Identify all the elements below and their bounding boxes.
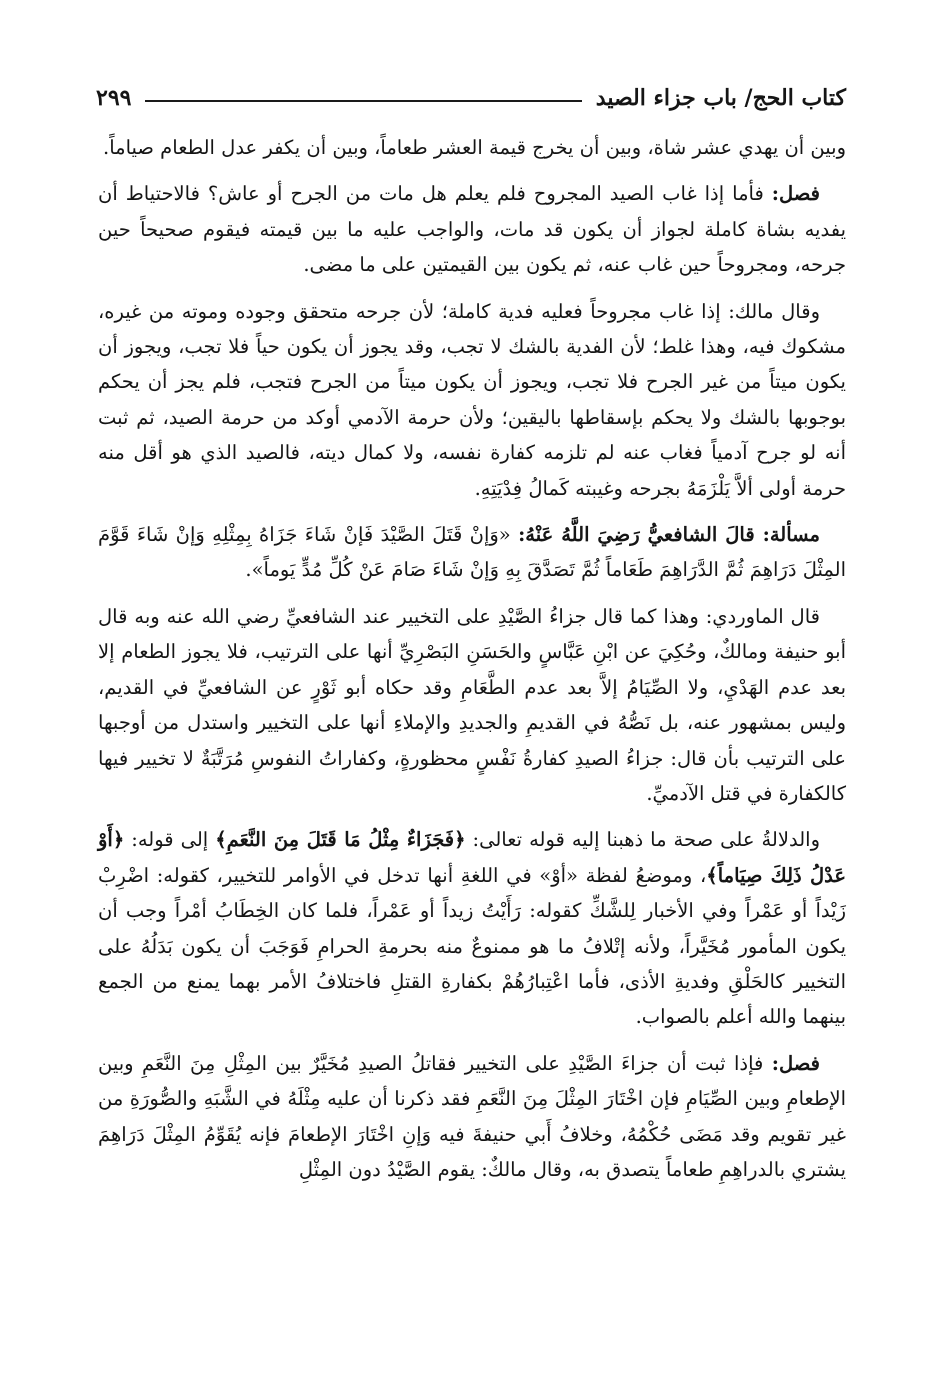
paragraph-1: [98, 130, 846, 165]
paragraph-7-text: فإذا ثبت أن جزاءَ الصَّيْدِ على التخيير فقاتلُ الصيدِ مُخَيَّرٌ بين المِثْلِ مِنَ النَّعَمِ وبين الإطعامِ وبين الصِّيَامِ فإن اخْتَارَ المِثْلَ مِنَ النَّعَمِ فقد ذكرنا أن عليه مِثْلَهُ في الشَّبَهِ والصُّورَةِ من غير تقويم وقد مَضَى حُكْمُهُ، وخلافُ أَبي حنيفةَ فيه وَإنِ اخْتَارَ الإطعامَ فإنه يُقَوِّمُ المِثْلَ دَرَاهِمَ يشتري بالدراهِمِ طعاماً يتصدق به، وقال مالكٌ: يقوم الصَّيْدُ دون المِثْلِ: [98, 1051, 846, 1181]
paragraph-2-lead: فصل:: [771, 182, 820, 206]
paragraph-6-text-c: ، وموضعُ لفظة «أوْ» في اللغةِ أنها تدخل في الأوامر للتخيير، كقوله: اضْرِبْ زَيْداً أو عَمْراً وفي الأخبار لِلشَّكِّ كقوله: رَأَيْتُ زيداً أو عَمْراً، فلما كان الخِطَابُ أمْراً وجب أن يكون المأمور مُخَيَّراً، ولأنه إتْلافُ ما هو ممنوعٌ منه بحرمةِ الحرامِ فَوَجَبَ أن يكون بَدَلُهُ على التخيير كالحَلْقِ وفديةِ الأذى، فأما اعْتِبارُهُمْ بكفارةِ القتلِ فاختلافُ الأمر بهما يمنع من الجمع بينهما والله أعلم بالصواب.: [98, 863, 846, 1029]
page-number: ٢٩٩: [96, 85, 132, 111]
paragraph-7: [98, 1046, 846, 1188]
paragraph-2-text: فأما إذا غاب الصيد المجروح فلم يعلم هل مات من الجرح أو عاش؟ فالاحتياط أن يفديه بشاة كاملة لجواز أن يكون قد مات، والواجب عليه ما بين قيمته فيقوم صحيحاً حين جرحه، ومجروحاً حين غاب عنه، ثم يكون بين القيمتين على ما مضى.: [98, 182, 846, 277]
paragraph-6-text-a: والدلالةُ على صحة ما ذهبنا إليه قوله تعالى:: [465, 828, 820, 852]
paragraph-3: [98, 294, 846, 506]
header-rule: [145, 100, 581, 102]
page-body: [98, 130, 846, 1198]
paragraph-1-text: وبين أن يهدي عشر شاة، وبين أن يخرج قيمة العشر طعاماً، وبين أن يكفر عدل الطعام صياماً.: [103, 136, 846, 159]
running-title: كتاب الحج/ باب جزاء الصيد: [595, 85, 846, 111]
paragraph-7-lead: فصل:: [771, 1051, 820, 1075]
page-header: [96, 78, 846, 118]
paragraph-6: [98, 822, 846, 1034]
paragraph-5-text: قال الماوردي: وهذا كما قال جزاءُ الصَّيْدِ على التخيير عند الشافعيِّ رضي الله عنه وبه قال أبو حنيفة ومالكٌ، وحُكِيَ عن ابْنِ عَبَّاسٍ والحَسَنِ البَصْرِيِّ أنها على الترتيب، فلا يجوز الطعام إلا بعد عدم الهَدْيِ، ولا الصِّيَامُ إلاَّ بعد عدم الطَّعَامِ وقد حكاه أبو ثَوْرٍ عن الشافعيِّ في القديم، وليس بمشهور عنه، بل نَصُّهُ في القديمِ والجديدِ والإملاءِ أنها على التخيير واستدل من أوجبها على الترتيب بأن قال: جزاءُ الصيدِ كفارةُ نَفْسٍ محظورةٍ، وكفاراتُ النفوسِ مُرَتَّبَةٌ لا تخيير فيها كالكفارة في قتل الآدميِّ.: [98, 604, 846, 805]
quran-verse-2: ﴿أَوْ عَدْلُ ذَلِكَ صِيَاماً﴾: [98, 828, 846, 887]
paragraph-3-text: وقال مالك: إذا غاب مجروحاً فعليه فدية كاملة؛ لأن جرحه متحقق وجوده وموته من غيره، مشكوك فيه، وهذا غلط؛ لأن الفدية بالشك لا تجب، وقد يجوز أن يكون حياً فلا تجب، ويجوز أن يكون ميتاً من غير الجرح فلا تجب، ويجوز أن يكون ميتاً من الجرح فتجب، فلم يجز أن يحكم بوجوبها بالشك ولا يحكم بإسقاطها باليقين؛ ولأن حرمة الآدمي أوكد من حرمة الصيد، ثم ثبت أنه لو جرح آدمياً فغاب عنه لم تلزمه كفارة نفسه، ولا كمال ديته، فالصيد الذي هو أقل منه حرمة أولى ألاَّ يَلْزَمَهُ بجرحه وغيبته كَمالُ فِدْيَتِهِ.: [98, 299, 846, 500]
paragraph-4-lead: مسألة: قالَ الشافعيُّ رَضِيَ اللَّهُ عَنْهُ:: [518, 523, 820, 547]
paragraph-6-text-b: إلى قوله:: [124, 828, 216, 852]
quran-verse-1: ﴿فَجَزَاءٌ مِثْلُ مَا قَتَلَ مِنَ النَّعَمِ﴾: [215, 828, 466, 852]
paragraph-2: [98, 176, 846, 282]
paragraph-4: [98, 517, 846, 588]
paragraph-5: [98, 599, 846, 811]
paragraph-4-text: «وَإنْ قَتَلَ الصَّيْدَ فَإنْ شَاءَ جَزَاهُ بِمِثْلِهِ وَإنْ شَاءَ قَوَّمَ المِثْلَ دَرَاهِمَ ثُمَّ الدَّرَاهِمَ طَعَاماً ثُمَّ تَصَدَّقَ بِهِ وَإنْ شَاءَ صَامَ عَنْ كُلِّ مُدٍّ يَوماً».: [98, 523, 846, 582]
